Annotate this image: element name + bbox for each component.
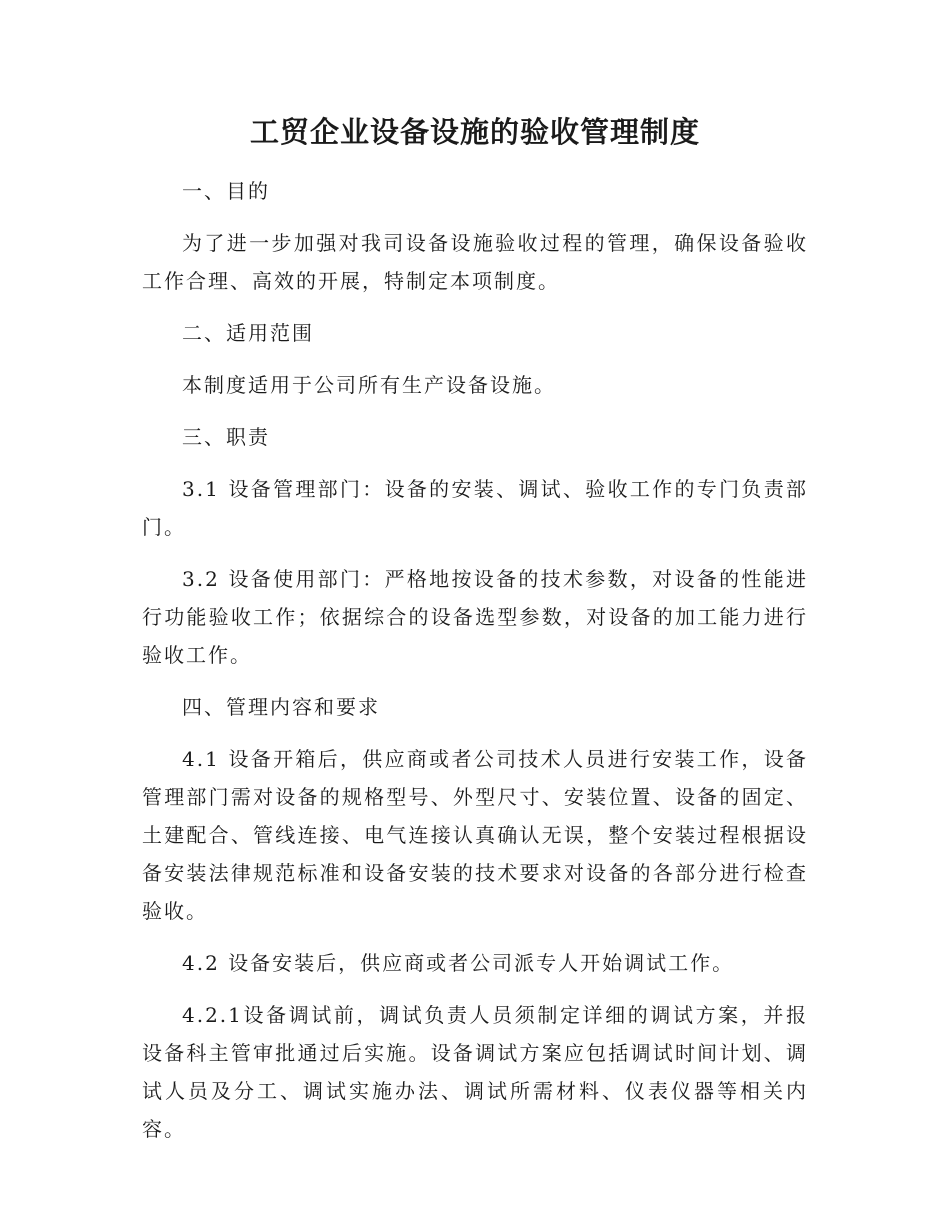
section-heading-scope: 二、适用范围 — [182, 321, 314, 345]
section-heading-management: 四、管理内容和要求 — [182, 695, 380, 719]
section-heading-purpose: 一、目的 — [182, 179, 270, 203]
document-title: 工贸企业设备设施的验收管理制度 — [249, 115, 700, 149]
paragraph-4-2: 4.2 设备安装后，供应商或者公司派专人开始调试工作。 — [182, 951, 735, 975]
paragraph-4-2-1: 4.2.1设备调试前，调试负责人员须制定详细的调试方案，并报设备科主管审批通过后实施。设备调试方案应包括调试时间计划、调试人员及分工、调试实施办法、调试所需材料、仪表仪器等相关内容。 — [142, 1003, 808, 1141]
paragraph-4-1: 4.1 设备开箱后，供应商或者公司技术人员进行安装工作，设备管理部门需对设备的规格型号、外型尺寸、安装位置、设备的固定、土建配合、管线连接、电气连接认真确认无误，整个安装过程根据设备安装法律规范标准和设备安装的技术要求对设备的各部分进行检查验收。 — [142, 747, 808, 923]
section-heading-responsibilities: 三、职责 — [182, 425, 270, 449]
paragraph-scope: 本制度适用于公司所有生产设备设施。 — [182, 373, 556, 397]
paragraph-3-2: 3.2 设备使用部门：严格地按设备的技术参数，对设备的性能进行功能验收工作；依据综合的设备选型参数，对设备的加工能力进行验收工作。 — [142, 567, 808, 667]
paragraph-3-1: 3.1 设备管理部门：设备的安装、调试、验收工作的专门负责部门。 — [142, 477, 808, 539]
paragraph-purpose: 为了进一步加强对我司设备设施验收过程的管理，确保设备验收工作合理、高效的开展，特制定本项制度。 — [142, 231, 808, 293]
